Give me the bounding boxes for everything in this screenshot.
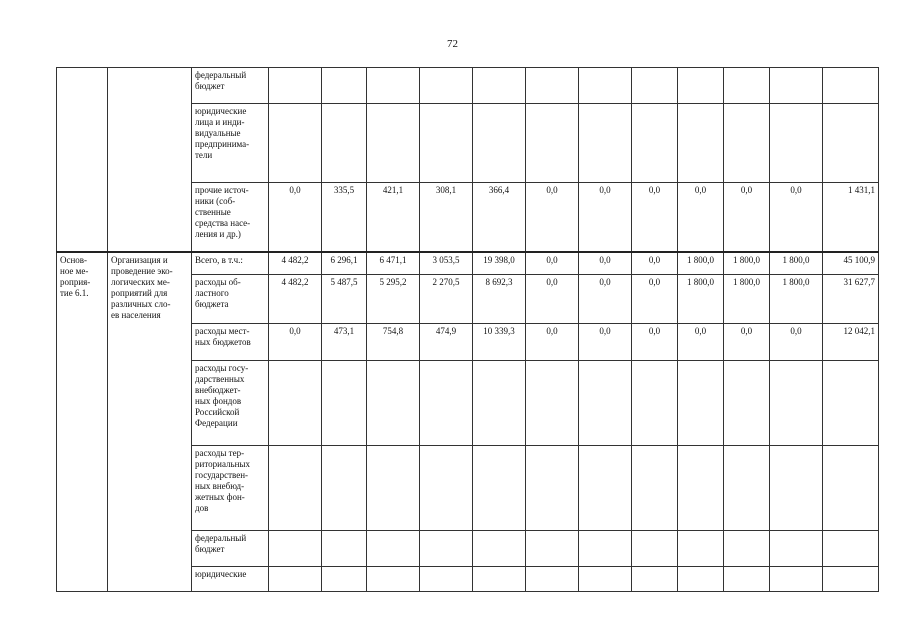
value-cell: 473,1 — [322, 324, 367, 361]
value-cell — [322, 104, 367, 183]
value-cell: 0,0 — [526, 324, 579, 361]
value-cell: 1 800,0 — [770, 275, 823, 324]
value-cell — [770, 361, 823, 446]
value-cell — [367, 104, 420, 183]
value-cell — [678, 531, 724, 567]
funding-source: федеральный бюджет — [192, 531, 269, 567]
value-cell: 0,0 — [678, 324, 724, 361]
measure-code: Основ- ное ме- роприя- тие 6.1. — [57, 252, 108, 592]
value-cell: 45 100,9 — [823, 252, 879, 275]
value-cell: 474,9 — [420, 324, 473, 361]
value-cell — [367, 567, 420, 592]
value-cell: 0,0 — [770, 183, 823, 252]
value-cell — [367, 361, 420, 446]
value-cell: 0,0 — [724, 183, 770, 252]
value-cell — [322, 446, 367, 531]
code-cell-prev — [57, 68, 108, 252]
value-cell — [322, 361, 367, 446]
value-cell: 0,0 — [579, 183, 632, 252]
funding-source: расходы тер- риториальных государствен- ных внебюд- жетных фон- дов — [192, 446, 269, 531]
name-cell-prev — [108, 68, 192, 252]
value-cell — [420, 361, 473, 446]
value-cell: 421,1 — [367, 183, 420, 252]
value-cell: 2 270,5 — [420, 275, 473, 324]
value-cell — [526, 104, 579, 183]
funding-source: юридические лица и инди- видуальные предпринима- тели — [192, 104, 269, 183]
value-cell: 8 692,3 — [473, 275, 526, 324]
value-cell: 0,0 — [269, 324, 322, 361]
value-cell — [367, 446, 420, 531]
value-cell — [473, 446, 526, 531]
value-cell — [322, 531, 367, 567]
value-cell — [678, 361, 724, 446]
value-cell — [632, 531, 678, 567]
value-cell — [632, 361, 678, 446]
budget-table — [56, 67, 879, 592]
value-cell — [579, 104, 632, 183]
value-cell: 1 800,0 — [678, 252, 724, 275]
value-cell: 1 800,0 — [724, 275, 770, 324]
value-cell — [632, 567, 678, 592]
value-cell — [632, 104, 678, 183]
value-cell: 0,0 — [632, 183, 678, 252]
value-cell — [678, 567, 724, 592]
value-cell — [420, 567, 473, 592]
funding-source: расходы госу- дарственных внебюджет- ных фондов Российской Федерации — [192, 361, 269, 446]
value-cell: 754,8 — [367, 324, 420, 361]
value-cell — [269, 104, 322, 183]
value-cell: 10 339,3 — [473, 324, 526, 361]
value-cell — [526, 68, 579, 104]
funding-source: юридические — [192, 567, 269, 592]
value-cell: 1 431,1 — [823, 183, 879, 252]
value-cell — [367, 531, 420, 567]
value-cell — [632, 446, 678, 531]
value-cell — [526, 446, 579, 531]
value-cell: 19 398,0 — [473, 252, 526, 275]
value-cell: 12 042,1 — [823, 324, 879, 361]
value-cell: 5 487,5 — [322, 275, 367, 324]
value-cell — [823, 104, 879, 183]
funding-source: расходы мест- ных бюджетов — [192, 324, 269, 361]
value-cell — [269, 567, 322, 592]
value-cell — [473, 361, 526, 446]
value-cell — [322, 567, 367, 592]
value-cell: 308,1 — [420, 183, 473, 252]
funding-source: Всего, в т.ч.: — [192, 252, 269, 275]
value-cell: 0,0 — [678, 183, 724, 252]
value-cell — [770, 68, 823, 104]
value-cell — [724, 567, 770, 592]
value-cell — [724, 104, 770, 183]
value-cell — [420, 531, 473, 567]
value-cell — [770, 567, 823, 592]
value-cell — [579, 531, 632, 567]
value-cell — [632, 68, 678, 104]
value-cell — [526, 531, 579, 567]
value-cell — [269, 361, 322, 446]
value-cell — [269, 68, 322, 104]
value-cell — [823, 567, 879, 592]
value-cell: 0,0 — [526, 275, 579, 324]
value-cell — [420, 446, 473, 531]
value-cell: 0,0 — [579, 275, 632, 324]
value-cell: 6 296,1 — [322, 252, 367, 275]
value-cell: 0,0 — [724, 324, 770, 361]
value-cell: 0,0 — [526, 183, 579, 252]
value-cell: 0,0 — [770, 324, 823, 361]
value-cell: 4 482,2 — [269, 252, 322, 275]
value-cell — [367, 68, 420, 104]
value-cell: 3 053,5 — [420, 252, 473, 275]
value-cell — [473, 68, 526, 104]
value-cell — [579, 361, 632, 446]
value-cell: 1 800,0 — [770, 252, 823, 275]
table-row — [57, 68, 879, 104]
value-cell — [678, 446, 724, 531]
value-cell — [678, 68, 724, 104]
value-cell: 31 627,7 — [823, 275, 879, 324]
value-cell — [526, 567, 579, 592]
value-cell — [579, 567, 632, 592]
value-cell: 4 482,2 — [269, 275, 322, 324]
value-cell — [823, 446, 879, 531]
value-cell — [269, 531, 322, 567]
value-cell — [473, 567, 526, 592]
value-cell: 5 295,2 — [367, 275, 420, 324]
value-cell — [724, 361, 770, 446]
value-cell: 0,0 — [632, 275, 678, 324]
funding-source: прочие источ- ники (соб- ственные средства насе- ления и др.) — [192, 183, 269, 252]
value-cell: 0,0 — [526, 252, 579, 275]
value-cell: 335,5 — [322, 183, 367, 252]
value-cell — [420, 68, 473, 104]
value-cell: 0,0 — [632, 252, 678, 275]
value-cell — [579, 446, 632, 531]
value-cell — [473, 531, 526, 567]
value-cell — [473, 104, 526, 183]
value-cell — [526, 361, 579, 446]
value-cell: 1 800,0 — [724, 252, 770, 275]
value-cell: 1 800,0 — [678, 275, 724, 324]
value-cell — [322, 68, 367, 104]
value-cell: 0,0 — [269, 183, 322, 252]
table-row — [57, 252, 879, 275]
value-cell — [269, 446, 322, 531]
page-number: 72 — [447, 38, 458, 50]
value-cell — [420, 104, 473, 183]
measure-name: Организация и проведение эко- логических ме- роприятий для различных сло- ев населения — [108, 252, 192, 592]
value-cell — [770, 446, 823, 531]
value-cell: 0,0 — [579, 324, 632, 361]
value-cell: 6 471,1 — [367, 252, 420, 275]
funding-source: расходы об- ластного бюджета — [192, 275, 269, 324]
value-cell — [724, 446, 770, 531]
value-cell: 366,4 — [473, 183, 526, 252]
value-cell — [770, 531, 823, 567]
value-cell — [579, 68, 632, 104]
value-cell: 0,0 — [632, 324, 678, 361]
value-cell — [724, 68, 770, 104]
funding-source: федеральный бюджет — [192, 68, 269, 104]
value-cell — [770, 104, 823, 183]
value-cell — [823, 361, 879, 446]
value-cell — [724, 531, 770, 567]
value-cell — [823, 68, 879, 104]
value-cell: 0,0 — [579, 252, 632, 275]
value-cell — [823, 531, 879, 567]
value-cell — [678, 104, 724, 183]
